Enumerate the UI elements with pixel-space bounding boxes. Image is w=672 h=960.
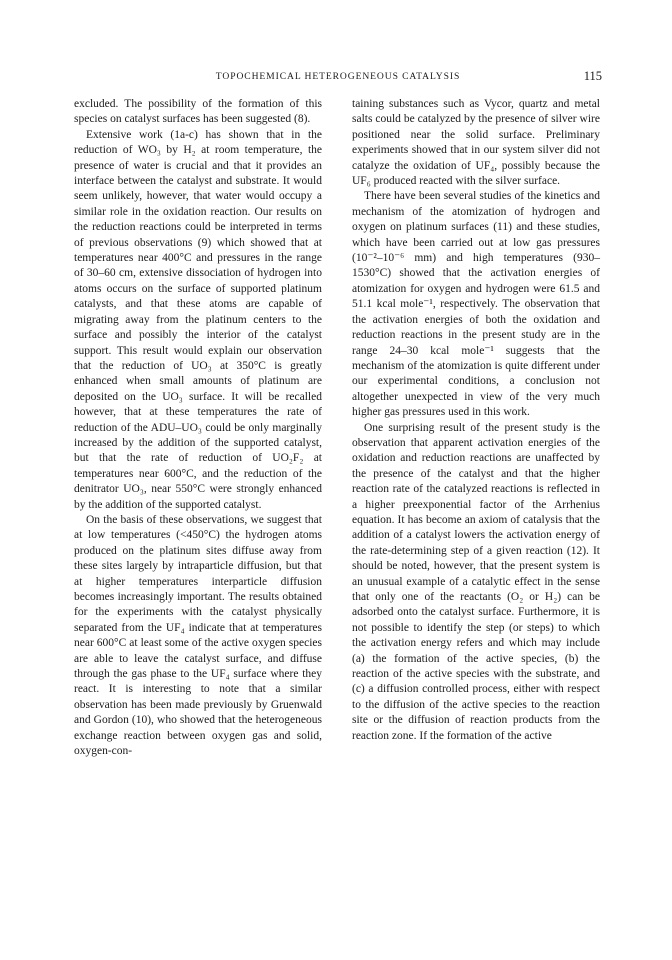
paragraph: One surprising result of the present study is the observation that apparent activation energies of the oxidation and reduction reactions are unaffected by the presence of the catalyst and that the higher reaction rate of the catalyzed reactions is reflected in a higher preexponential factor of the Arrhenius equation. It has become an axiom of catalysis that the addition of a catalyst lowers the activation energy of the rate-determining step of a given reaction (12). It should be noted, however, that the present system is an unusual example of a catalytic effect in the sense that only one of the reactants (O₂ or H₂) can be adsorbed onto the catalyst surface. Furthermore, it is not possible to identify the step (or steps) to which the activation energy refers and which may include (a) the formation of the active species, (b) the reaction of the active species with the substrate, and (c) a diffusion controlled process, either with respect to the diffusion of the active species to the reaction site or the diffusion of reaction products from the reaction zone. If the formation of the active — [352, 421, 600, 742]
running-title: TOPOCHEMICAL HETEROGENEOUS CATALYSIS — [215, 71, 461, 82]
paragraph: There have been several studies of the kinetics and mechanism of the atomization of hydrogen and oxygen on platinum surfaces (11) and these studies, which have been carried out at low gas pressures (10⁻²–10⁻⁶ mm) and high temperatures (930–1530°C) showed that the activation energies of atomization for oxygen and hydrogen were 61.5 and 51.1 kcal mole⁻¹, respectively. The observation that the activation energies of both the oxidation and reduction reactions in the present study are in the range 24–30 kcal mole⁻¹ suggests that the mechanism of the atomization is quite different under our experimental conditions, a conclusion not altogether unexpected in view of the very much higher gas pressures used in this work. — [352, 190, 600, 419]
paragraph: Extensive work (1a-c) has shown that in the reduction of WO₃ by H₂ at room temperature, the presence of water is crucial and that it provides an interface between the catalyst and substrate. It would seem unlikely, however, that water would occupy a similar role in the oxidation reaction. Our results on the reduction reactions could be interpreted in terms of previous observations (9) which showed that at temperatures near 400°C and pressures in the range of 30–60 cm, extensive dissociation of hydrogen into atoms occurs on the surface of supported platinum catalysts, and that these atoms are capable of migrating away from the platinum centers to the surface and possibly the interior of the catalyst support. This result would explain our observation that the reduction of UO₃ at 350°C is greatly enhanced when small amounts of platinum are deposited on the UO₃ surface. It will be recalled however, that at these temperatures the rate of reduction of the ADU–UO₃ could be only marginally increased by the addition of the supported catalyst, but that the rate of reduction of UO₂F₂ at temperatures near 600°C, and the reduction of the denitrator UO₃, near 550°C were strongly enhanced by the addition of the supported catalyst. — [74, 128, 322, 511]
page-header — [74, 70, 602, 86]
paragraph-continued: excluded. The possibility of the formation of this species on catalyst surfaces has been suggested (8). — [74, 98, 322, 126]
paragraph: On the basis of these observations, we suggest that at low temperatures (<450°C) the hydrogen atoms produced on the platinum sites diffuse away from these sites largely by intraparticle diffusion, but that at higher temperatures interparticle diffusion becomes increasingly important. The results obtained for the experiments with the catalyst physically separated from the UF₄ indicate that at temperatures near 600°C at least some of the active oxygen species are able to leave the catalyst surface, and diffuse through the gas phase to the UF₄ surface where they react. It is interesting to note that a similar observation has been made previously by Gruenwald and Gordon (10), who showed that the heterogeneous exchange reaction between oxygen gas and solid, oxygen-con- — [74, 513, 322, 758]
paragraph-continued: taining substances such as Vycor, quartz and metal salts could be catalyzed by the presence of silver wire positioned near the solid surface. Preliminary experiments showed that in our system silver did not catalyze the oxidation of UF₄, possibly because the UF₆ produced reacted with the silver surface. — [352, 98, 600, 188]
right-column — [352, 97, 600, 744]
left-column — [74, 97, 322, 759]
page-number: 115 — [583, 69, 602, 83]
